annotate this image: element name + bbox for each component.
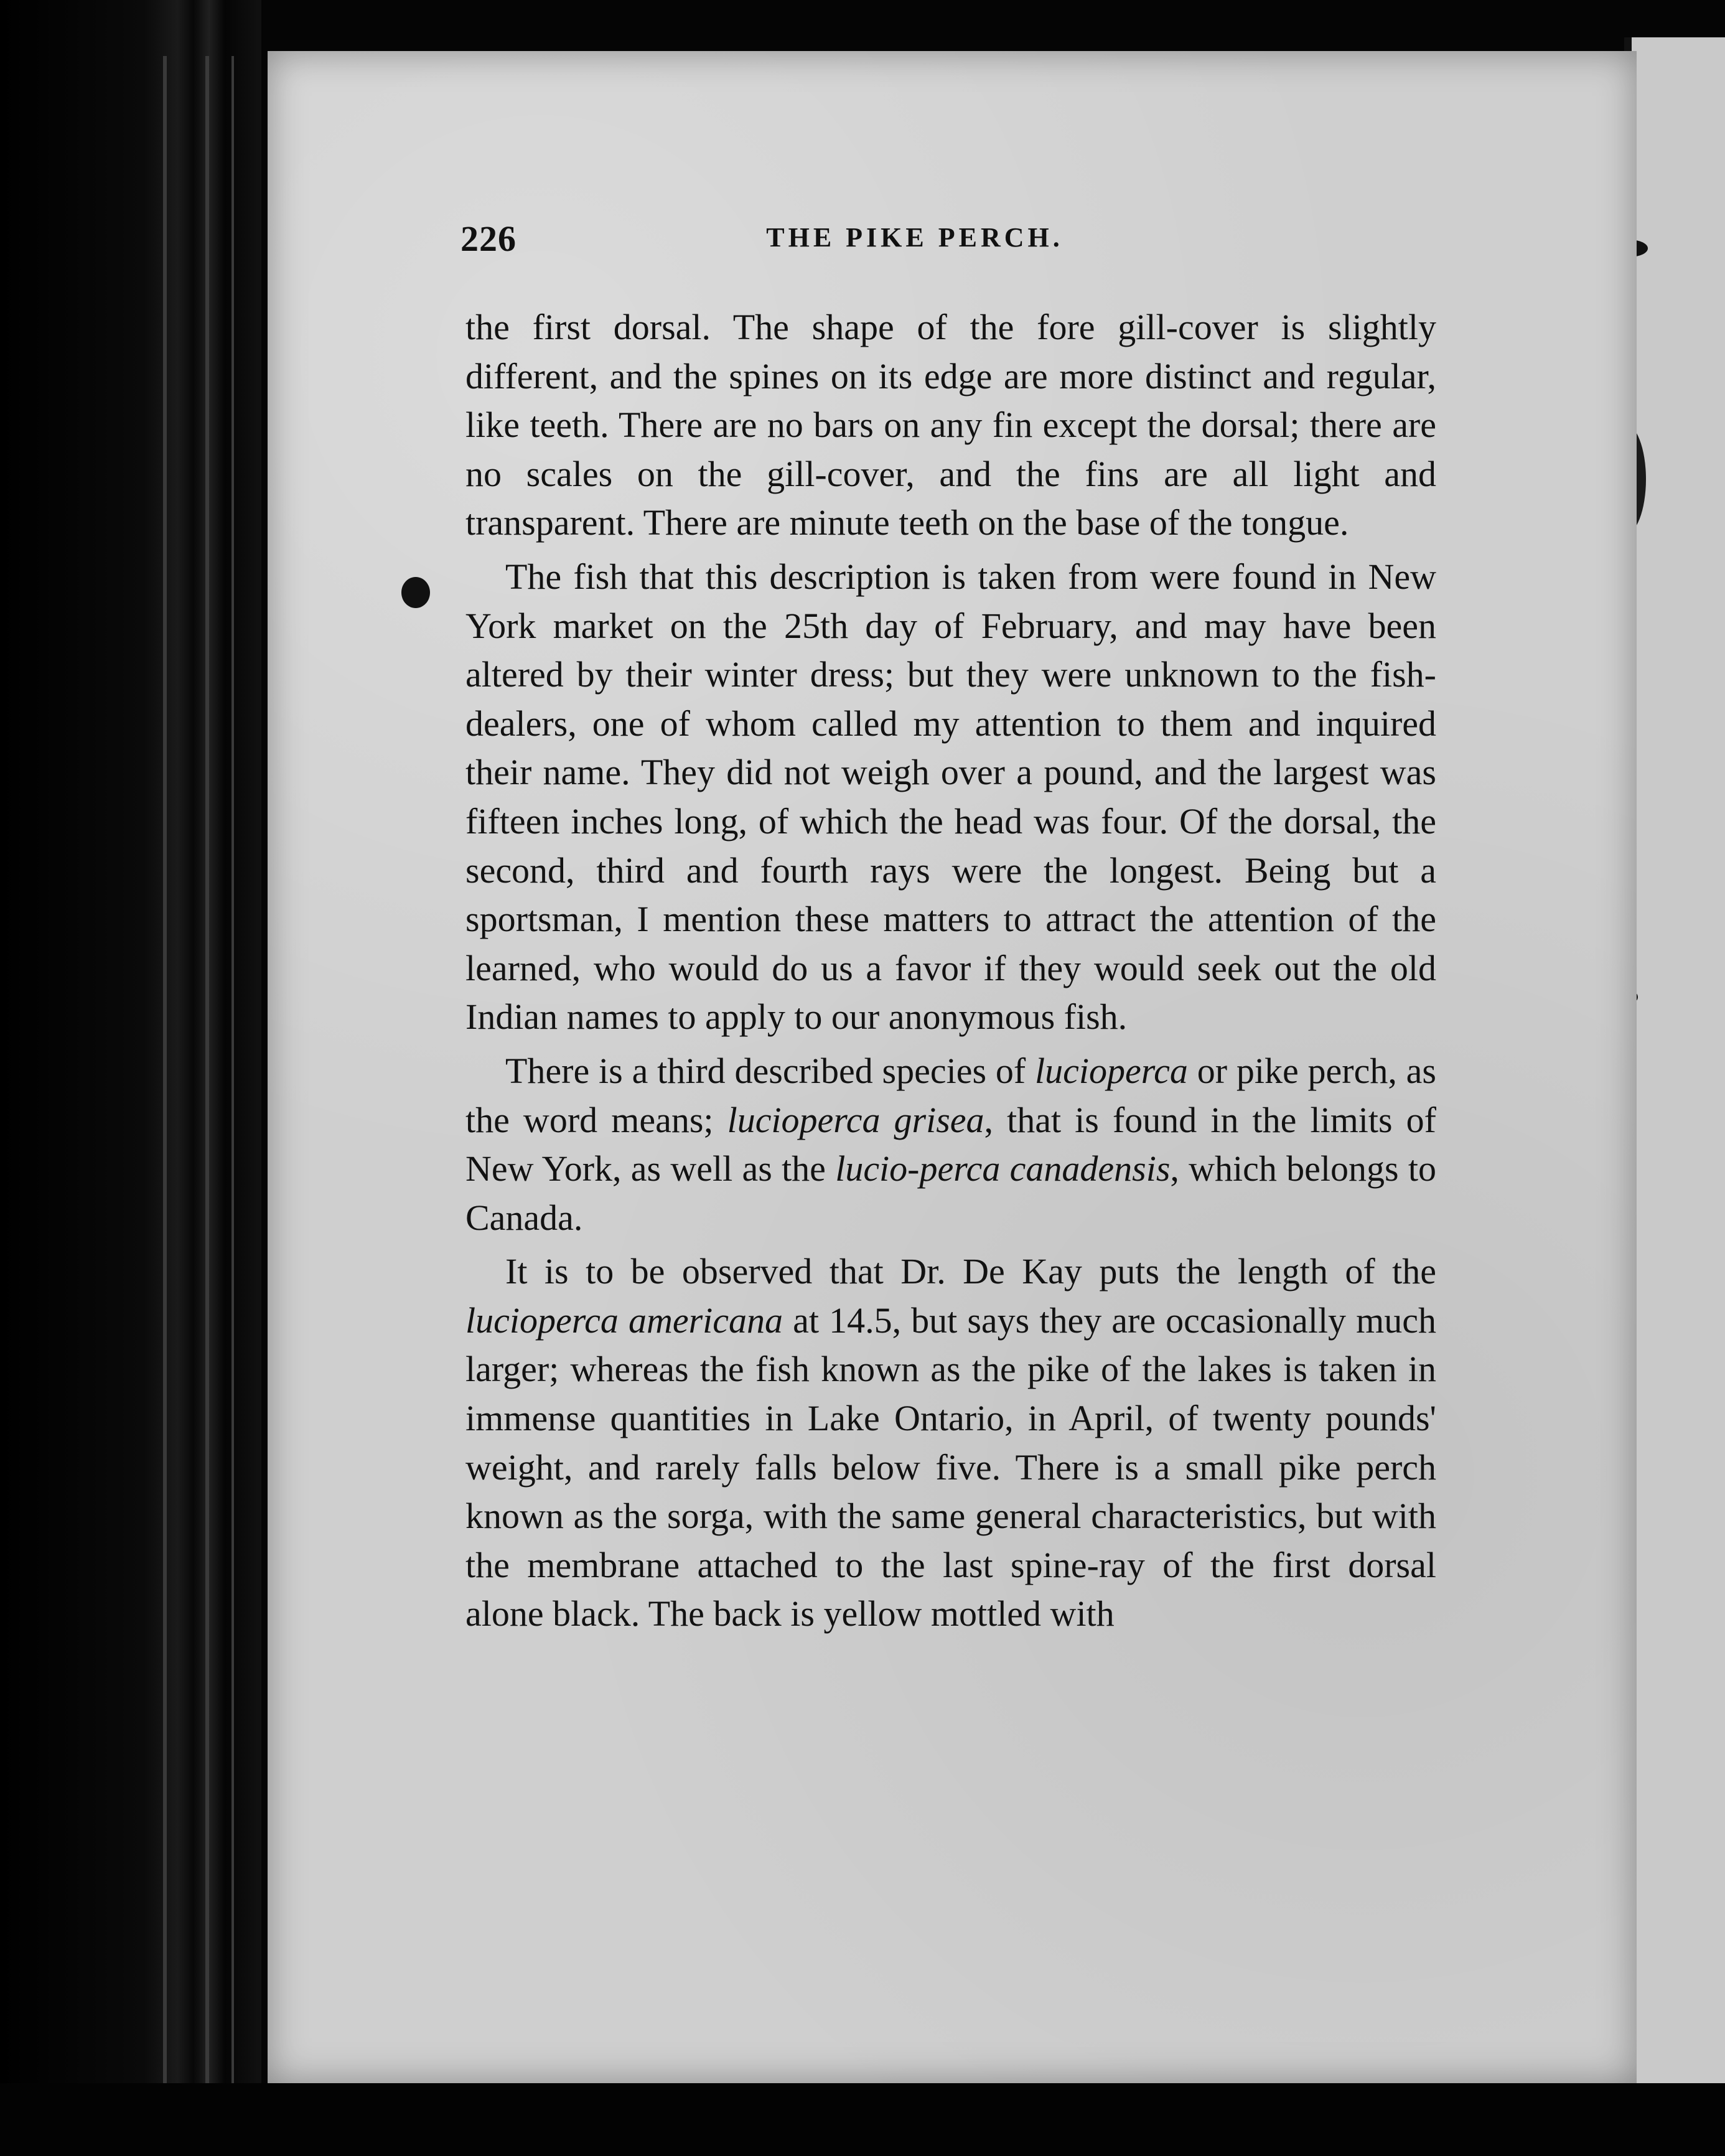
text-run: It is to be observed that Dr. De Kay puts the length of the [505,1251,1436,1292]
binding-edge-line [231,56,234,2104]
ink-blot [401,577,430,608]
adjacent-page-edge [1627,37,1725,2110]
book-binding-gutter [0,0,261,2156]
text-run: at 14.5, but says they are occasionally much larger; whereas the fish known as the pike of the lakes is taken in immense quantities in Lake Ontario, in April, of twenty pounds' weight, and rarely falls below five. There is a small pike perch known as the sorga, with the same general characteristics, but with the membrane attached to the last spine-ray of the first dorsal alone black. The back is yellow mottled with [465,1300,1436,1634]
running-head [460,218,1369,268]
text-run: There is a third described species of [505,1050,1035,1091]
binding-edge-line [163,56,167,2104]
page-number: 226 [460,218,517,259]
paragraph [465,553,1436,1042]
species-name: lucio-perca canadensis [835,1148,1171,1189]
species-name: lucioperca americana [465,1300,783,1341]
binding-edge-line [205,56,209,2104]
paragraph [465,1247,1436,1639]
running-title: THE PIKE PERCH. [766,222,1064,253]
paragraph [465,1047,1436,1242]
text-run: The fish that this description is taken from were found in New York market on the 25th day of February, and may have been altered by their winter dress; but they were unknown to the fish-dealers, one of whom called my attention to them and inquired their name. They did not weigh over a pound, and the largest was fifteen inches long, of which the head was four. Of the dorsal, the second, third and fourth rays were the longest. Being but a sportsman, I mention these matters to attract the attention of the learned, who would do us a favor if they would seek out the old Indian names to apply to our anonymous fish. [465,556,1436,1038]
book-page [268,51,1637,2083]
text-run: the first dorsal. The shape of the fore gill-cover is slightly different, and the spines on its edge are more distinct and regular, like teeth. There are no bars on any fin except the dorsal; there are no scales on the gill-cover, and the fins are all light and transparent. There are minute teeth on the base of the tongue. [465,307,1436,543]
body-text [465,303,1436,1639]
text-run: , that is found in the limits of New York, as well as the [465,1099,1436,1189]
text-run: , which belongs to Canada. [465,1148,1436,1238]
text-run: or pike perch, as the word means; [465,1050,1436,1140]
species-name: lucioperca [1035,1050,1188,1091]
scan-border [0,2083,1725,2156]
species-name: lucioperca grisea [727,1099,984,1140]
paragraph [465,303,1436,548]
